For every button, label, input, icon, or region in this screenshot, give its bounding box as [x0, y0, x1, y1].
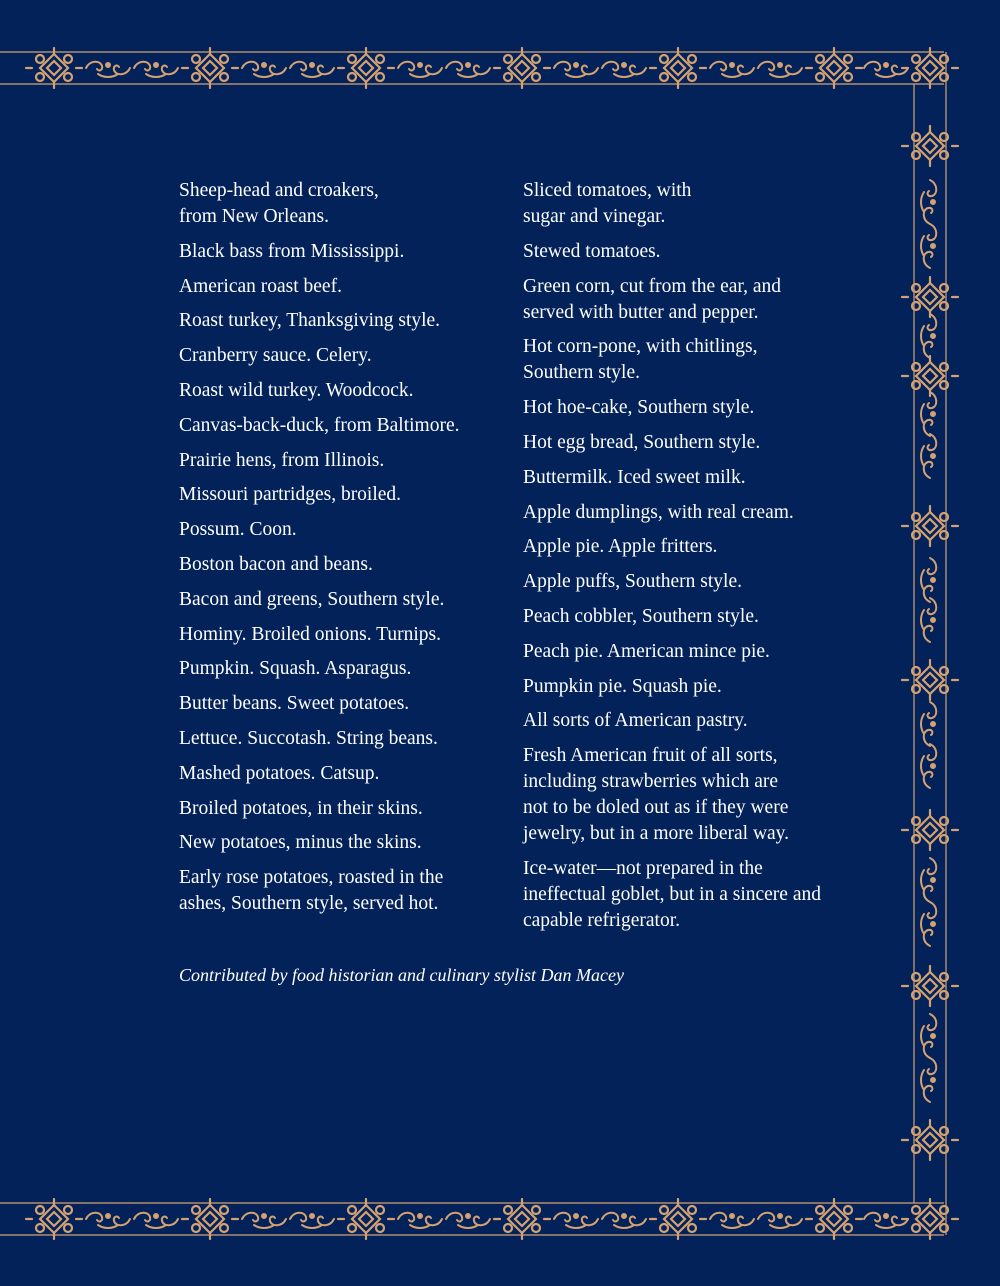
menu-item	[179, 552, 509, 578]
menu-item	[179, 796, 509, 822]
menu-item	[179, 378, 509, 404]
menu-item	[523, 569, 873, 595]
menu-item	[179, 413, 509, 439]
menu-item-line: Prairie hens, from Illinois.	[179, 449, 385, 471]
menu-item-line: Lettuce. Succotash. String beans.	[179, 727, 438, 749]
menu-item-line: Apple dumplings, with real cream.	[523, 501, 794, 523]
menu-item	[179, 622, 509, 648]
menu-item	[523, 178, 873, 230]
menu-item-line: sugar and vinegar.	[523, 206, 666, 227]
menu-item	[523, 604, 873, 630]
menu-item	[179, 274, 509, 300]
menu-item-line: Stewed tomatoes.	[523, 240, 661, 262]
menu-item-line: Peach cobbler, Southern style.	[523, 605, 759, 627]
menu-item-line: jewelry, but in a more liberal way.	[523, 823, 790, 845]
menu-item	[179, 726, 509, 752]
menu-item-line: American roast beef.	[179, 275, 342, 297]
menu-item	[179, 691, 509, 717]
menu-item	[179, 178, 509, 230]
menu-item-line: Sheep-head and croakers,	[179, 180, 379, 201]
menu-item	[523, 500, 873, 526]
menu-item-line: Hot egg bread, Southern style.	[523, 431, 761, 453]
menu-item-line: Pumpkin. Squash. Asparagus.	[179, 658, 412, 680]
bottom-border	[0, 1199, 958, 1239]
menu-item	[523, 639, 873, 665]
menu-item-line: New potatoes, minus the skins.	[179, 832, 422, 854]
menu-item	[523, 274, 873, 326]
menu-item	[523, 465, 873, 491]
menu-item-line: Canvas-back-duck, from Baltimore.	[179, 414, 460, 436]
menu-item	[179, 448, 509, 474]
menu-item	[179, 308, 509, 334]
menu-item-line: Black bass from Mississippi.	[179, 240, 405, 262]
menu-item	[179, 830, 509, 856]
menu-item	[523, 239, 873, 265]
menu-right-column	[523, 178, 873, 943]
menu-item-line: served with butter and pepper.	[523, 301, 759, 323]
menu-item	[523, 395, 873, 421]
menu-item	[179, 482, 509, 508]
menu-item-line: Ice-water—not prepared in the	[523, 857, 763, 879]
menu-item-line: Butter beans. Sweet potatoes.	[179, 693, 410, 715]
menu-item-line: Hot hoe-cake, Southern style.	[523, 397, 755, 419]
menu-item	[523, 708, 873, 734]
menu-item	[179, 239, 509, 265]
menu-item-line: Early rose potatoes, roasted in the	[179, 867, 444, 889]
menu-item	[523, 743, 873, 847]
menu-item	[179, 587, 509, 613]
menu-item	[179, 761, 509, 787]
menu-item-line: Cranberry sauce. Celery.	[179, 345, 372, 367]
menu-item-line: Peach pie. American mince pie.	[523, 640, 770, 662]
menu-item-line: Hot corn-pone, with chitlings,	[523, 336, 758, 358]
menu-item-line: Bacon and greens, Southern style.	[179, 588, 445, 610]
menu-item-line: Sliced tomatoes, with	[523, 180, 692, 201]
menu-item-line: ineffectual goblet, but in a sincere and	[523, 883, 821, 905]
menu-item-line: Hominy. Broiled onions. Turnips.	[179, 623, 442, 645]
menu-item	[523, 674, 873, 700]
menu-item	[179, 656, 509, 682]
credit-line: Contributed by food historian and culinary stylist Dan Macey	[179, 965, 624, 985]
menu-item	[523, 534, 873, 560]
menu-item-line: including strawberries which are	[523, 771, 779, 793]
menu-item	[179, 343, 509, 369]
menu-item-line: Fresh American fruit of all sorts,	[523, 745, 778, 767]
menu-item	[179, 865, 509, 917]
menu-item	[523, 430, 873, 456]
menu-item-line: Pumpkin pie. Squash pie.	[523, 675, 722, 697]
menu-item-line: Apple pie. Apple fritters.	[523, 536, 718, 558]
menu-item-line: Green corn, cut from the ear, and	[523, 275, 782, 297]
menu-left-column	[179, 178, 509, 926]
menu-item-line: Buttermilk. Iced sweet milk.	[523, 466, 746, 488]
menu-item-line: Apple puffs, Southern style.	[523, 571, 742, 593]
menu-item	[179, 517, 509, 543]
menu-item	[523, 856, 873, 934]
menu-item-line: Possum. Coon.	[179, 519, 297, 541]
menu-item-line: Southern style.	[523, 362, 640, 384]
menu-item-line: ashes, Southern style, served hot.	[179, 893, 439, 915]
menu-item-line: Roast wild turkey. Woodcock.	[179, 379, 414, 401]
menu-item-line: capable refrigerator.	[523, 909, 680, 931]
menu-item-line: not to be doled out as if they were	[523, 797, 789, 819]
menu-item-line: Roast turkey, Thanksgiving style.	[179, 310, 441, 332]
top-border	[0, 48, 958, 88]
menu-item-line: Missouri partridges, broiled.	[179, 484, 402, 506]
menu-item-line: Boston bacon and beans.	[179, 553, 373, 575]
menu-item-line: Mashed potatoes. Catsup.	[179, 762, 380, 784]
right-border	[902, 52, 958, 1235]
menu-item-line: Broiled potatoes, in their skins.	[179, 797, 423, 819]
menu-item-line: All sorts of American pastry.	[523, 710, 748, 732]
menu-item-line: from New Orleans.	[179, 206, 329, 227]
menu-item	[523, 334, 873, 386]
